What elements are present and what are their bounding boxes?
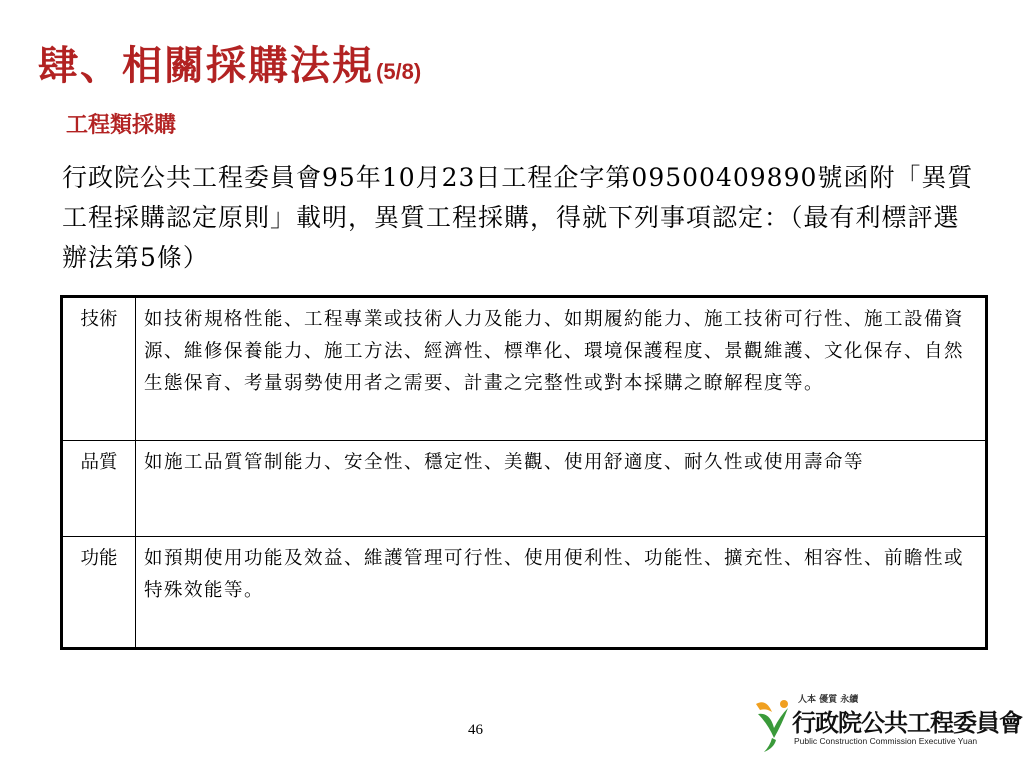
slide-title [38,34,421,91]
table-row [62,297,987,441]
pcc-emblem-icon [750,694,794,754]
organization-logo [750,690,1022,760]
criteria-term: 功能 [62,537,136,649]
criteria-term: 技術 [62,297,136,441]
criteria-table [60,295,988,650]
table-row [62,537,987,649]
slide-title-page-indicator: (5/8) [376,59,422,84]
logo-org-name-english: Public Construction Commission Executive Yuan [794,736,978,746]
page-number: 46 [468,722,483,738]
criteria-description: 如施工品質管制能力、安全性、穩定性、美觀、使用舒適度、耐久性或使用壽命等 [136,441,987,537]
slide-title-text: 肆、相關採購法規 [38,42,374,89]
slide-subtitle: 工程類採購 [66,112,177,138]
table-row [62,441,987,537]
logo-org-name: 行政院公共工程委員會 [792,709,1022,737]
criteria-description: 如預期使用功能及效益、維護管理可行性、使用便利性、功能性、擴充性、相容性、前瞻性或特殊效能等。 [136,537,987,649]
logo-slogan: 人本 優質 永續 [798,695,859,705]
body-paragraph: 行政院公共工程委員會95年10月23日工程企字第09500409890號函附「異質工程採購認定原則」載明，異質工程採購，得就下列事項認定：（最有利標評選辦法第5條） [62,163,974,272]
criteria-term: 品質 [62,441,136,537]
criteria-description: 如技術規格性能、工程專業或技術人力及能力、如期履約能力、施工技術可行性、施工設備資源、維修保養能力、施工方法、經濟性、標準化、環境保護程度、景觀維護、文化保存、自然生態保育、考量弱勢使用者之需要、計畫之完整性或對本採購之瞭解程度等。 [136,297,987,441]
